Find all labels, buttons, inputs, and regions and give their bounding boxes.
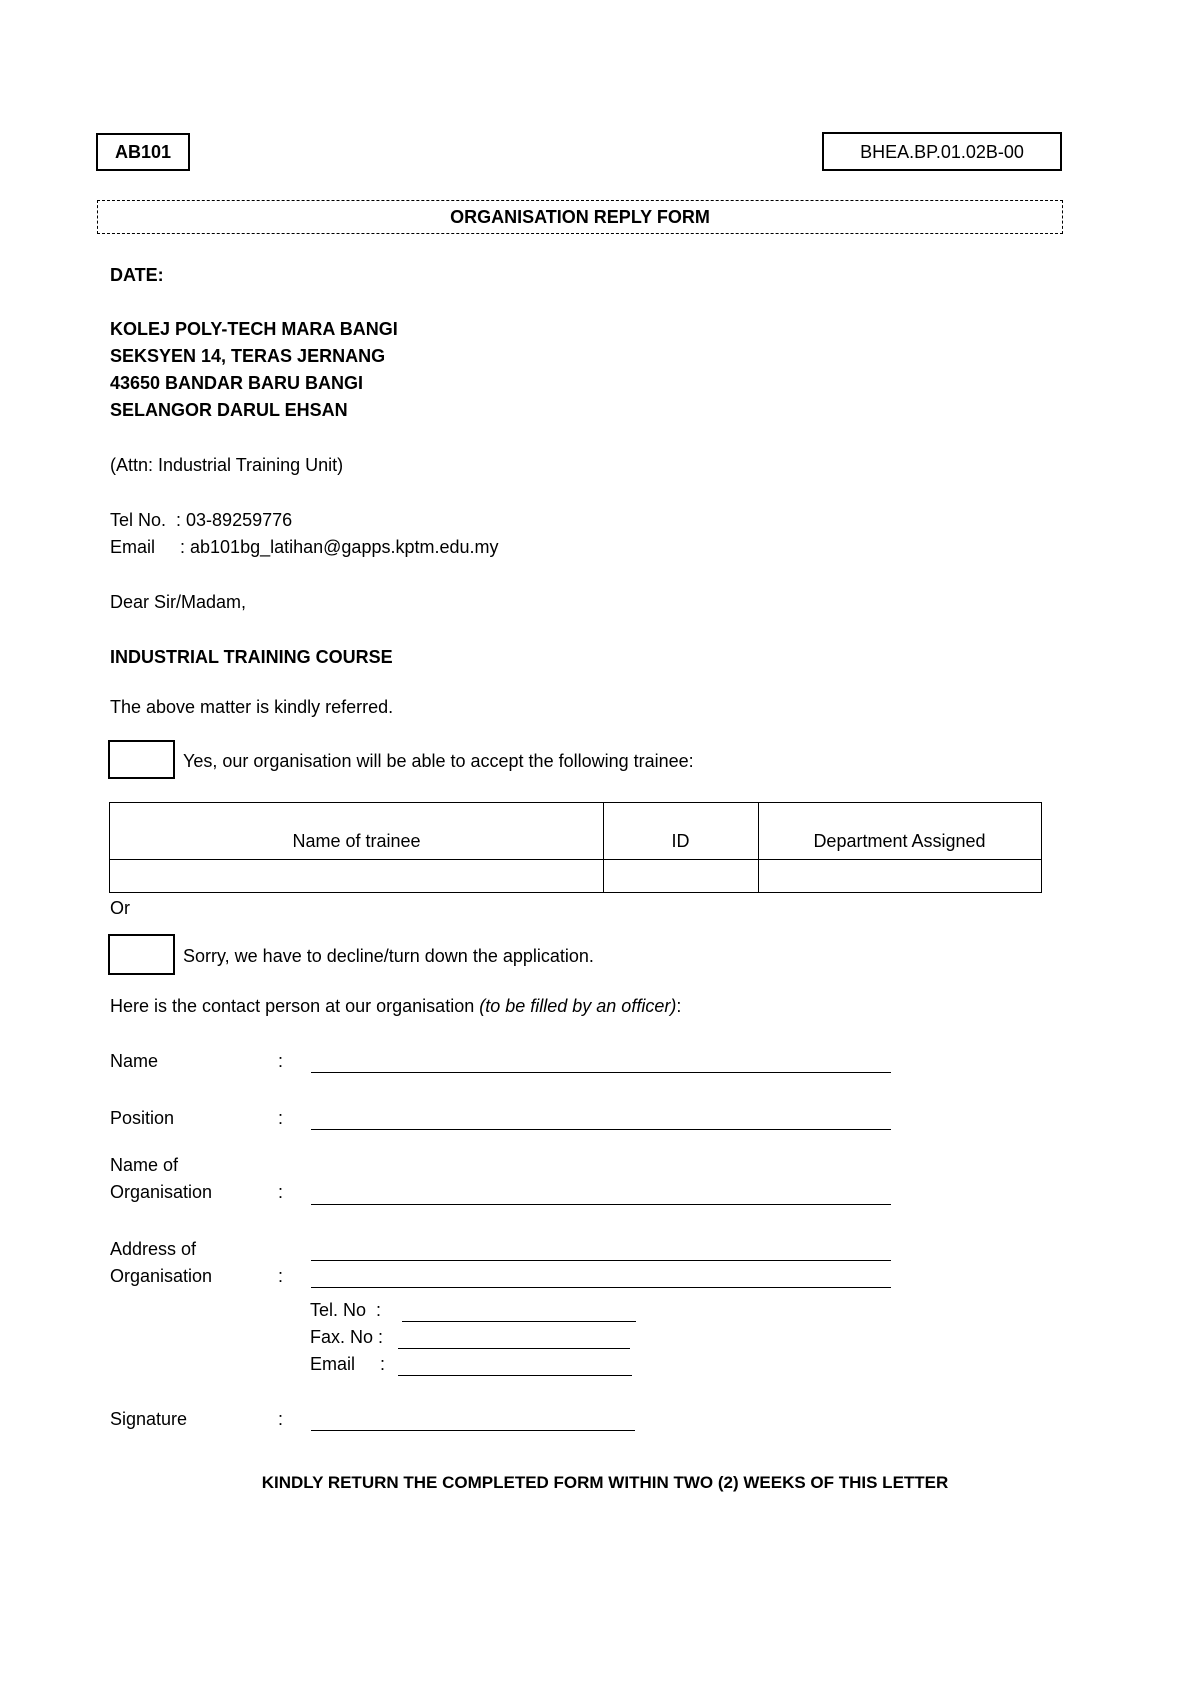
organisation-address-field[interactable] (311, 1287, 891, 1288)
accept-checkbox[interactable] (108, 740, 175, 779)
document-ref: BHEA.BP.01.02B-00 (860, 142, 1024, 162)
decline-checkbox[interactable] (108, 934, 175, 975)
organisation-email-field[interactable] (398, 1375, 632, 1376)
organisation-email-label: Email : (310, 1354, 386, 1374)
return-notice: KINDLY RETURN THE COMPLETED FORM WITHIN TWO (2) WEEKS OF THIS LETTER (261, 1473, 949, 1492)
organisation-tel-label: Tel. No : (310, 1300, 382, 1320)
accept-label: Yes, our organisation will be able to accept the following trainee: (183, 751, 694, 771)
organisation-tel-field[interactable] (402, 1321, 636, 1322)
form-code: AB101 (114, 142, 172, 162)
colon: : (278, 1182, 284, 1202)
address-line: KOLEJ POLY-TECH MARA BANGI (110, 319, 398, 339)
organisation-fax-label: Fax. No : (310, 1327, 384, 1347)
organisation-fax-field[interactable] (398, 1348, 630, 1349)
trainee-table (109, 802, 1042, 893)
colon: : (278, 1051, 284, 1071)
organisation-name-field[interactable] (311, 1204, 891, 1205)
contact-name-field[interactable] (311, 1072, 891, 1073)
signature-label: Signature (110, 1409, 188, 1429)
table-header-name: Name of trainee (292, 831, 421, 851)
organisation-address-label: Organisation (110, 1266, 213, 1286)
contact-name-label: Name (110, 1051, 159, 1071)
date-label: DATE: (110, 265, 164, 285)
contact-intro (110, 996, 681, 1017)
organisation-address-field[interactable] (311, 1260, 891, 1261)
form-title-box (97, 200, 1063, 234)
colon: : (278, 1108, 284, 1128)
contact-position-field[interactable] (311, 1129, 891, 1130)
document-ref-box (822, 132, 1062, 171)
organisation-address-label: Address of (110, 1239, 197, 1259)
colon: : (278, 1266, 284, 1286)
address-line: SELANGOR DARUL EHSAN (110, 400, 348, 420)
signature-field[interactable] (311, 1430, 635, 1431)
address-line: SEKSYEN 14, TERAS JERNANG (110, 346, 386, 366)
trainee-id-cell[interactable] (605, 861, 758, 892)
contact-position-label: Position (110, 1108, 175, 1128)
attention-line: (Attn: Industrial Training Unit) (110, 455, 344, 475)
organisation-name-label: Organisation (110, 1182, 213, 1202)
salutation: Dear Sir/Madam, (110, 592, 247, 612)
telephone-line: Tel No. : 03-89259776 (110, 510, 293, 530)
contact-intro-end: : (676, 996, 682, 1016)
or-label: Or (110, 898, 130, 918)
referral-text: The above matter is kindly referred. (110, 697, 394, 717)
colon: : (278, 1409, 284, 1429)
form-code-box (96, 133, 190, 171)
contact-intro-note: (to be filled by an officer) (479, 996, 677, 1016)
trainee-department-cell[interactable] (760, 861, 1040, 892)
table-header-id: ID (671, 831, 690, 851)
form-title: ORGANISATION REPLY FORM (450, 207, 710, 227)
email-line: Email : ab101bg_latihan@gapps.kptm.edu.my (110, 537, 499, 557)
subject-heading: INDUSTRIAL TRAINING COURSE (110, 647, 393, 667)
table-divider (110, 859, 1041, 860)
table-header-department: Department Assigned (813, 831, 986, 851)
organisation-name-label: Name of (110, 1155, 179, 1175)
address-line: 43650 BANDAR BARU BANGI (110, 373, 364, 393)
contact-intro-text: Here is the contact person at our organisation (110, 996, 480, 1016)
decline-label: Sorry, we have to decline/turn down the application. (183, 946, 594, 966)
trainee-name-cell[interactable] (110, 861, 603, 892)
